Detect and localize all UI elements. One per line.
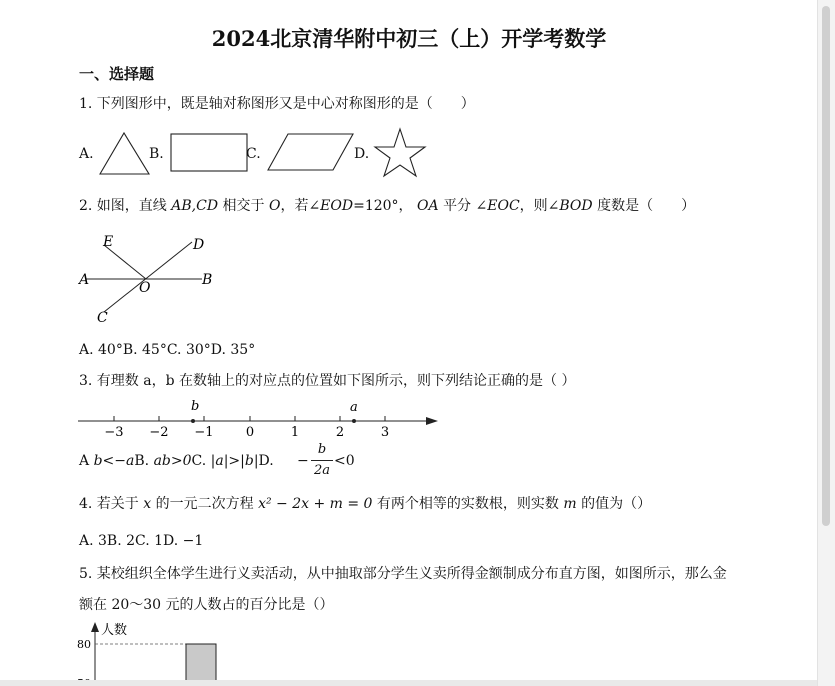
q4-stem-part: 的值为（）	[581, 496, 652, 512]
q4-stem-part: 的一元二次方程	[155, 496, 254, 512]
label-e: E	[103, 234, 114, 250]
label-o: O	[139, 280, 151, 296]
label-d: D	[193, 237, 205, 253]
q1-option-c-label: C.	[246, 146, 261, 162]
q4-options: A. 3B. 2C. 1D. −1	[79, 533, 204, 549]
horizontal-scrollbar[interactable]	[0, 680, 818, 686]
q3-option-c: |a|>|b|	[210, 453, 259, 469]
q2-stem-part: 2. 如图，直线	[79, 198, 167, 214]
label-b: B	[202, 272, 213, 288]
scrollbar-thumb[interactable]	[822, 6, 830, 526]
document-title: 2024北京清华附中初三（上）开学考数学	[211, 26, 607, 51]
q2-lines-ab-cd: AB,CD	[171, 198, 219, 214]
label-a: A	[79, 272, 90, 288]
q4-stem	[79, 495, 651, 513]
q2-stem-part: 度数是（ ）	[597, 198, 696, 214]
tick-label: −2	[149, 425, 169, 440]
intersecting-lines-figure	[76, 230, 226, 330]
q3-option-d-numerator: b	[317, 442, 327, 457]
tick-label: 0	[245, 425, 255, 440]
number-line-figure	[76, 396, 446, 442]
tick-label: −1	[194, 425, 214, 440]
tick-label: 3	[380, 425, 390, 440]
q2-stem-part: 相交于	[222, 198, 265, 214]
parallelogram-figure	[264, 131, 356, 173]
vertical-scrollbar[interactable]	[817, 0, 835, 686]
q1-stem: 1. 下列图形中，既是轴对称图形又是中心对称图形的是（ ）	[79, 96, 475, 112]
q3-option-d-tail: <0	[334, 453, 355, 469]
q2-stem-part: 平分	[443, 198, 472, 214]
q3-option-b: ab>0	[153, 453, 192, 469]
q3-option-d-minus: −	[297, 453, 309, 469]
q4-variable-x: x	[143, 496, 152, 512]
q5-stem-line2: 额在 20～30 元的人数占的百分比是（）	[79, 597, 334, 613]
q3-options	[79, 452, 274, 470]
q4-stem-part: 有两个相等的实数根，则实数	[376, 496, 559, 512]
tick-label: −3	[104, 425, 124, 440]
tick-label: 1	[290, 425, 300, 440]
q3-option-a: b<−a	[93, 453, 135, 469]
q5-stem-line1: 5. 某校组织全体学生进行义卖活动，从中抽取部分学生义卖所得金额制成分布直方图，如图所示，那么金	[79, 566, 727, 582]
q1-option-b-label: B.	[149, 146, 164, 162]
q4-variable-m: m	[563, 496, 577, 512]
q1-option-d-label: D.	[354, 146, 370, 162]
q2-options: A. 40°B. 45°C. 30°D. 35°	[79, 342, 256, 358]
q2-stem-part: ，若	[280, 198, 309, 214]
q4-stem-part: 4. 若关于	[79, 496, 139, 512]
q3-option-d-denominator: 2a	[313, 463, 331, 478]
q2-angle-eoc: ∠EOC	[475, 198, 520, 214]
q2-angle-bod: ∠BOD	[547, 198, 593, 214]
section-heading: 一、选择题	[79, 65, 155, 83]
q3-option-d-label: D.	[258, 453, 274, 469]
q1-option-a-label: A.	[79, 146, 94, 162]
label-c: C	[97, 310, 108, 326]
histogram-figure	[74, 618, 234, 686]
tick-label: 2	[335, 425, 345, 440]
q3-option-c-label: C.	[191, 453, 207, 469]
q4-equation: x² − 2x + m = 0	[258, 496, 373, 512]
q2-stem-part: =120°，	[353, 198, 413, 214]
q3-option-b-label: B.	[134, 453, 150, 469]
q3-option-a-label: A	[79, 453, 90, 469]
point-b-label: b	[191, 399, 200, 414]
q2-point-o: O	[268, 198, 281, 214]
q2-stem	[79, 197, 695, 215]
triangle-figure	[97, 130, 153, 178]
fraction-bar	[311, 460, 333, 461]
point-a-label: a	[350, 400, 358, 415]
q2-angle-eod: ∠EOD	[308, 198, 354, 214]
q3-stem: 3. 有理数 a，b 在数轴上的对应点的位置如下图所示，则下列结论正确的是（ ）	[79, 373, 576, 389]
star-figure	[372, 126, 428, 180]
histogram-tick-80: 80	[77, 638, 91, 651]
q2-stem-part: ，则	[519, 198, 548, 214]
q2-ray-oa: OA	[417, 198, 439, 214]
rectangle-figure	[168, 131, 250, 173]
histogram-y-axis-label: 人数	[101, 623, 128, 638]
